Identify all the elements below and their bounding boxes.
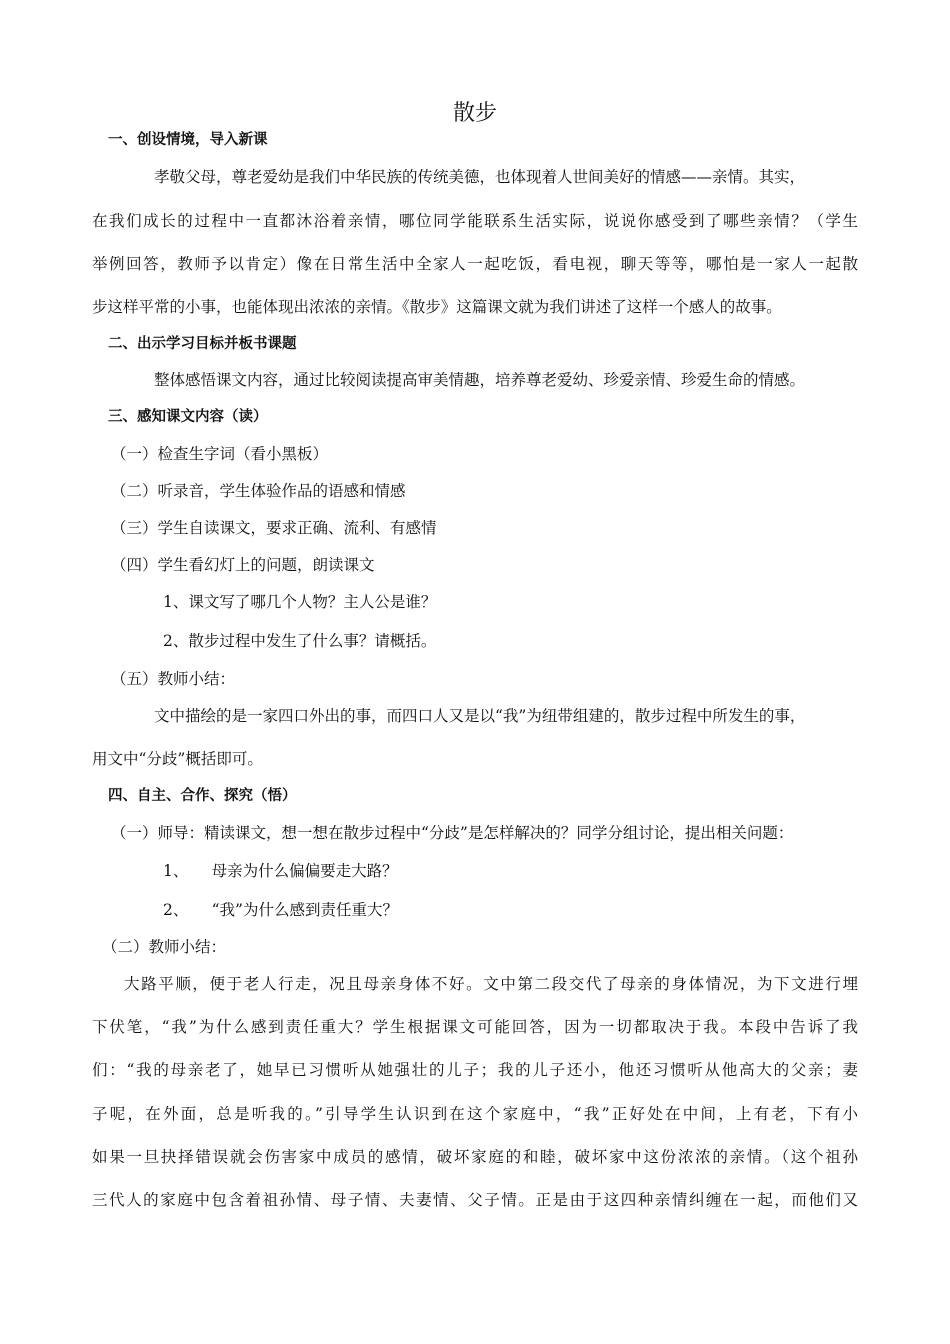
section-heading-1: 一、创设情境，导入新课 [108, 132, 268, 148]
list-item: （三）学生自读课文，要求正确、流利、有感情 [111, 519, 437, 537]
paragraph-line: 们：“我的母亲老了，她早已习惯听从她强壮的儿子；我的儿子还小，他还习惯听从他高大的父亲；妻 [92, 1061, 858, 1079]
list-item: （五）教师小结： [111, 670, 236, 688]
paragraph-line: 下伏笔，“我”为什么感到责任重大？学生根据课文可能回答，因为一切都取决于我。本段中告诉了我 [92, 1018, 858, 1036]
paragraph-line: 大路平顺，便于老人行走，况且母亲身体不好。文中第二段交代了母亲的身体情况，为下文进行埋 [124, 975, 858, 993]
paragraph-line: 子呢，在外面，总是听我的。”引导学生认识到在这个家庭中，“我”正好处在中间，上有老，下有小 [92, 1105, 858, 1123]
list-item: （二）听录音，学生体验作品的语感和情感 [111, 482, 406, 500]
paragraph-line: 整体感悟课文内容，通过比较阅读提高审美情趣，培养尊老爱幼、珍爱亲情、珍爱生命的情感。 [154, 371, 806, 389]
list-item: （二）教师小结： [102, 938, 227, 956]
list-item: （四）学生看幻灯上的问题，朗读课文 [111, 556, 375, 574]
document-title: 散步 [452, 101, 497, 126]
list-item: （一）师导：精读课文，想一想在散步过程中“分歧”是怎样解决的？同学分组讨论，提出相关问题： [111, 824, 794, 842]
sub-list-item: 1、课文写了哪几个人物？主人公是谁？ [163, 593, 437, 611]
sub-list-item: 1、 母亲为什么偏偏要走大路？ [163, 862, 398, 880]
paragraph-line: 举例回答，教师予以肯定）像在日常生活中全家人一起吃饭，看电视，聊天等等，哪怕是一家人一起散 [92, 255, 858, 273]
section-heading-4: 四、自主、合作、探究（悟） [108, 788, 297, 804]
paragraph-line: 用文中“分歧”概括即可。 [92, 750, 263, 768]
paragraph-line: 步这样平常的小事，也能体现出浓浓的亲情。《散步》这篇课文就为我们讲述了这样一个感人的故事。 [92, 298, 782, 316]
paragraph-line: 三代人的家庭中包含着祖孙情、母子情、夫妻情、父子情。正是由于这四种亲情纠缠在一起，而他们又 [92, 1191, 858, 1209]
sub-list-item: 2、 “我”为什么感到责任重大？ [163, 901, 398, 919]
section-heading-2: 二、出示学习目标并板书课题 [108, 336, 297, 352]
paragraph-line: 孝敬父母，尊老爱幼是我们中华民族的传统美德，也体现着人世间美好的情感——亲情。其实， [154, 168, 806, 186]
paragraph-line: 在我们成长的过程中一直都沐浴着亲情，哪位同学能联系生活实际，说说你感受到了哪些亲情？（学生 [92, 212, 858, 230]
paragraph-line: 如果一旦抉择错误就会伤害家中成员的感情，破坏家庭的和睦，破坏家中这份浓浓的亲情。（这个祖孙 [92, 1148, 858, 1166]
section-heading-3: 三、感知课文内容（读） [108, 409, 268, 425]
sub-list-item: 2、散步过程中发生了什么事？请概括。 [163, 632, 437, 650]
list-item: （一）检查生字词（看小黑板） [111, 445, 329, 463]
paragraph-line: 文中描绘的是一家四口外出的事，而四口人又是以“我”为纽带组建的，散步过程中所发生的事， [154, 707, 806, 725]
